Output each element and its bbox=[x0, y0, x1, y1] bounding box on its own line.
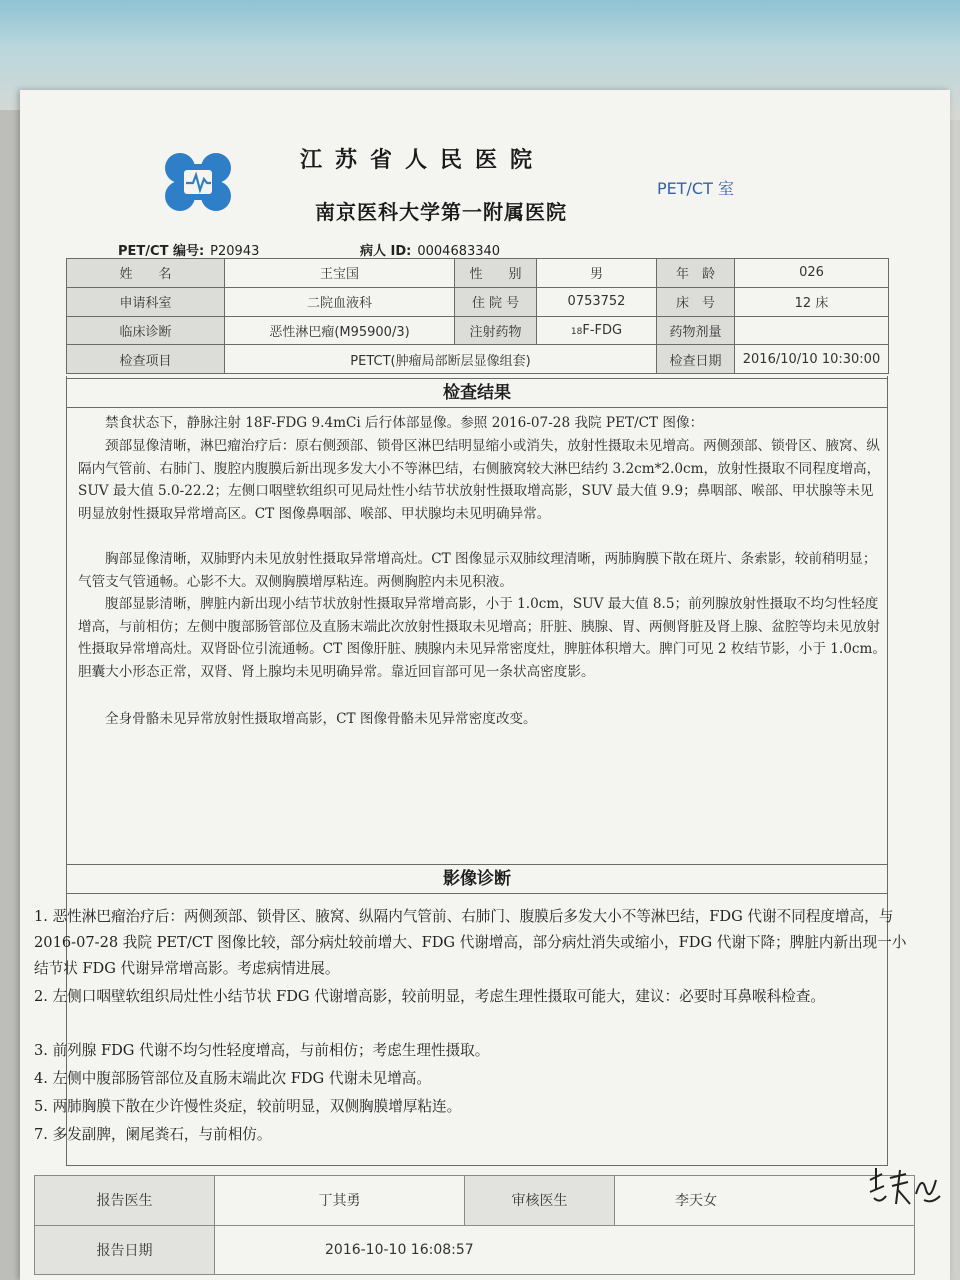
impression-item: 4. 左侧中腹部肠管部位及直肠末端此次 FDG 代谢未见增高。 bbox=[34, 1070, 431, 1087]
inpatient-label: 住 院 号 bbox=[455, 287, 537, 316]
drug-label: 注射药物 bbox=[455, 316, 537, 345]
patient-id bbox=[360, 240, 600, 258]
patient-id-value: 0004683340 bbox=[417, 244, 501, 259]
age-value: 026 bbox=[735, 259, 889, 288]
name-value: 王宝国 bbox=[225, 259, 455, 288]
results-paragraph: 腹部显影清晰，脾脏内新出现小结节状放射性摄取异常增高影，小于 1.0cm，SUV 最大值 8.5；前列腺放射性摄取不均匀性轻度增高，与前相仿；左侧中腹部肠管部位及直肠末端此次放射性摄取未见增高；肝脏、胰腺、胃、两侧肾脏及肾上腺、盆腔等均未见放射性摄取异常增高灶。双肾卧位引流通畅。CT 图像肝脏、胰腺内未见异常密度灶，脾脏体积增大。脾门可见 2 枚结节影，小于 1.0cm。胆囊大小形态正常，双肾、肾上腺均未见明确异常。靠近回盲部可见一条状高密度影。 bbox=[78, 596, 886, 680]
bed-label: 床 号 bbox=[657, 287, 735, 316]
pet-number-value: P20943 bbox=[210, 244, 260, 259]
name-label: 姓 名 bbox=[67, 259, 225, 288]
exam-value: PETCT(肿瘤局部断层显像组套) bbox=[225, 345, 657, 374]
table-row bbox=[67, 345, 889, 374]
gender-label: 性 别 bbox=[455, 259, 537, 288]
pet-number-label: PET/CT 编号: bbox=[118, 244, 205, 259]
hospital-name: 江苏省人民医院 bbox=[300, 147, 546, 173]
impression-item: 5. 两肺胸膜下散在少许慢性炎症，较前明显，双侧胸膜增厚粘连。 bbox=[34, 1098, 462, 1115]
impression-item: 7. 多发副脾，阑尾粪石，与前相仿。 bbox=[34, 1126, 272, 1143]
reviewer-label: 审核医生 bbox=[465, 1176, 615, 1226]
drug-value bbox=[537, 316, 657, 345]
hospital-alt-name: 南京医科大学第一附属医院 bbox=[315, 200, 567, 224]
results-paragraph: 颈部显像清晰，淋巴瘤治疗后：原右侧颈部、锁骨区淋巴结明显缩小或消失，放射性摄取未见增高。两侧颈部、锁骨区、腋窝、纵隔内气管前、右肺门、腹腔内腹膜后新出现多发大小不等淋巴结，右侧腋窝较大淋巴结约 3.2cm*2.0cm，放射性摄取不同程度增高，SUV 最大值 5.0-22.2；左侧口咽壁软组织可见局灶性小结节状放射性摄取增高影，SUV 最大值 9.9；鼻咽部、喉部、甲状腺等未见明显放射性摄取异常增高区。CT 图像鼻咽部、喉部、甲状腺均未见明确异常。 bbox=[78, 438, 881, 522]
results-heading: 检查结果 bbox=[66, 378, 888, 408]
impression-heading: 影像诊断 bbox=[66, 864, 888, 894]
doctor-label: 报告医生 bbox=[35, 1176, 215, 1226]
department-label: PET/CT 室 bbox=[657, 179, 734, 198]
impression-item: 2. 左侧口咽壁软组织局灶性小结节状 FDG 代谢增高影，较前明显，考虑生理性摄取可能大，建议：必要时耳鼻喉科检查。 bbox=[34, 988, 826, 1005]
patient-id-label: 病人 ID: bbox=[360, 244, 412, 259]
table-row bbox=[67, 259, 889, 288]
dose-value bbox=[735, 316, 889, 345]
diagnosis-label: 临床诊断 bbox=[67, 316, 225, 345]
signature-table bbox=[34, 1175, 915, 1275]
doctor-value: 丁其勇 bbox=[215, 1176, 465, 1226]
pet-number bbox=[118, 240, 318, 258]
dept-label: 申请科室 bbox=[67, 287, 225, 316]
table-row bbox=[67, 316, 889, 345]
date-label: 报告日期 bbox=[35, 1225, 215, 1275]
table-row bbox=[35, 1176, 915, 1226]
impression-item: 3. 前列腺 FDG 代谢不均匀性轻度增高，与前相仿；考虑生理性摄取。 bbox=[34, 1042, 490, 1059]
exam-date-label: 检查日期 bbox=[657, 345, 735, 374]
results-paragraph: 全身骨骼未见异常放射性摄取增高影，CT 图像骨骼未见异常密度改变。 bbox=[105, 711, 537, 727]
reviewer-value: 李天女 bbox=[615, 1176, 915, 1226]
dept-value: 二院血液科 bbox=[225, 287, 455, 316]
handwritten-signature bbox=[866, 1160, 946, 1212]
results-paragraph: 禁食状态下，静脉注射 18F-FDG 9.4mCi 后行体部显像。参照 2016-07-28 我院 PET/CT 图像： bbox=[105, 415, 704, 431]
inpatient-value: 0753752 bbox=[537, 287, 657, 316]
drug-isotope: 18 bbox=[570, 326, 583, 337]
exam-date-value: 2016/10/10 10:30:00 bbox=[735, 345, 889, 374]
age-label: 年 龄 bbox=[657, 259, 735, 288]
results-paragraph: 胸部显像清晰，双肺野内未见放射性摄取异常增高灶。CT 图像显示双肺纹理清晰，两肺胸膜下散在斑片、条索影，较前稍明显；气管支气管通畅。心影不大。双侧胸膜增厚粘连。两侧胸腔内未见积液。 bbox=[78, 551, 877, 590]
exam-label: 检查项目 bbox=[67, 345, 225, 374]
bed-value: 12 床 bbox=[735, 287, 889, 316]
patient-info-table bbox=[66, 258, 889, 374]
diagnosis-value: 恶性淋巴瘤(M95900/3) bbox=[225, 316, 455, 345]
impression-item: 1. 恶性淋巴瘤治疗后：两侧颈部、锁骨区、腋窝、纵隔内气管前、右肺门、腹膜后多发大小不等淋巴结，FDG 代谢不同程度增高，与 2016-07-28 我院 PET/CT 图像比较，部分病灶较前增大、FDG 代谢增高，部分病灶消失或缩小，FDG 代谢下降；脾脏内新出现一小结节状 FDG 代谢异常增高影。考虑病情进展。 bbox=[34, 908, 907, 977]
drug-name: F-FDG bbox=[582, 322, 623, 338]
table-row bbox=[35, 1225, 915, 1275]
table-row bbox=[67, 287, 889, 316]
date-value: 2016-10-10 16:08:57 bbox=[215, 1225, 915, 1275]
dose-label: 药物剂量 bbox=[657, 316, 735, 345]
gender-value: 男 bbox=[537, 259, 657, 288]
hospital-logo-icon bbox=[160, 150, 236, 214]
